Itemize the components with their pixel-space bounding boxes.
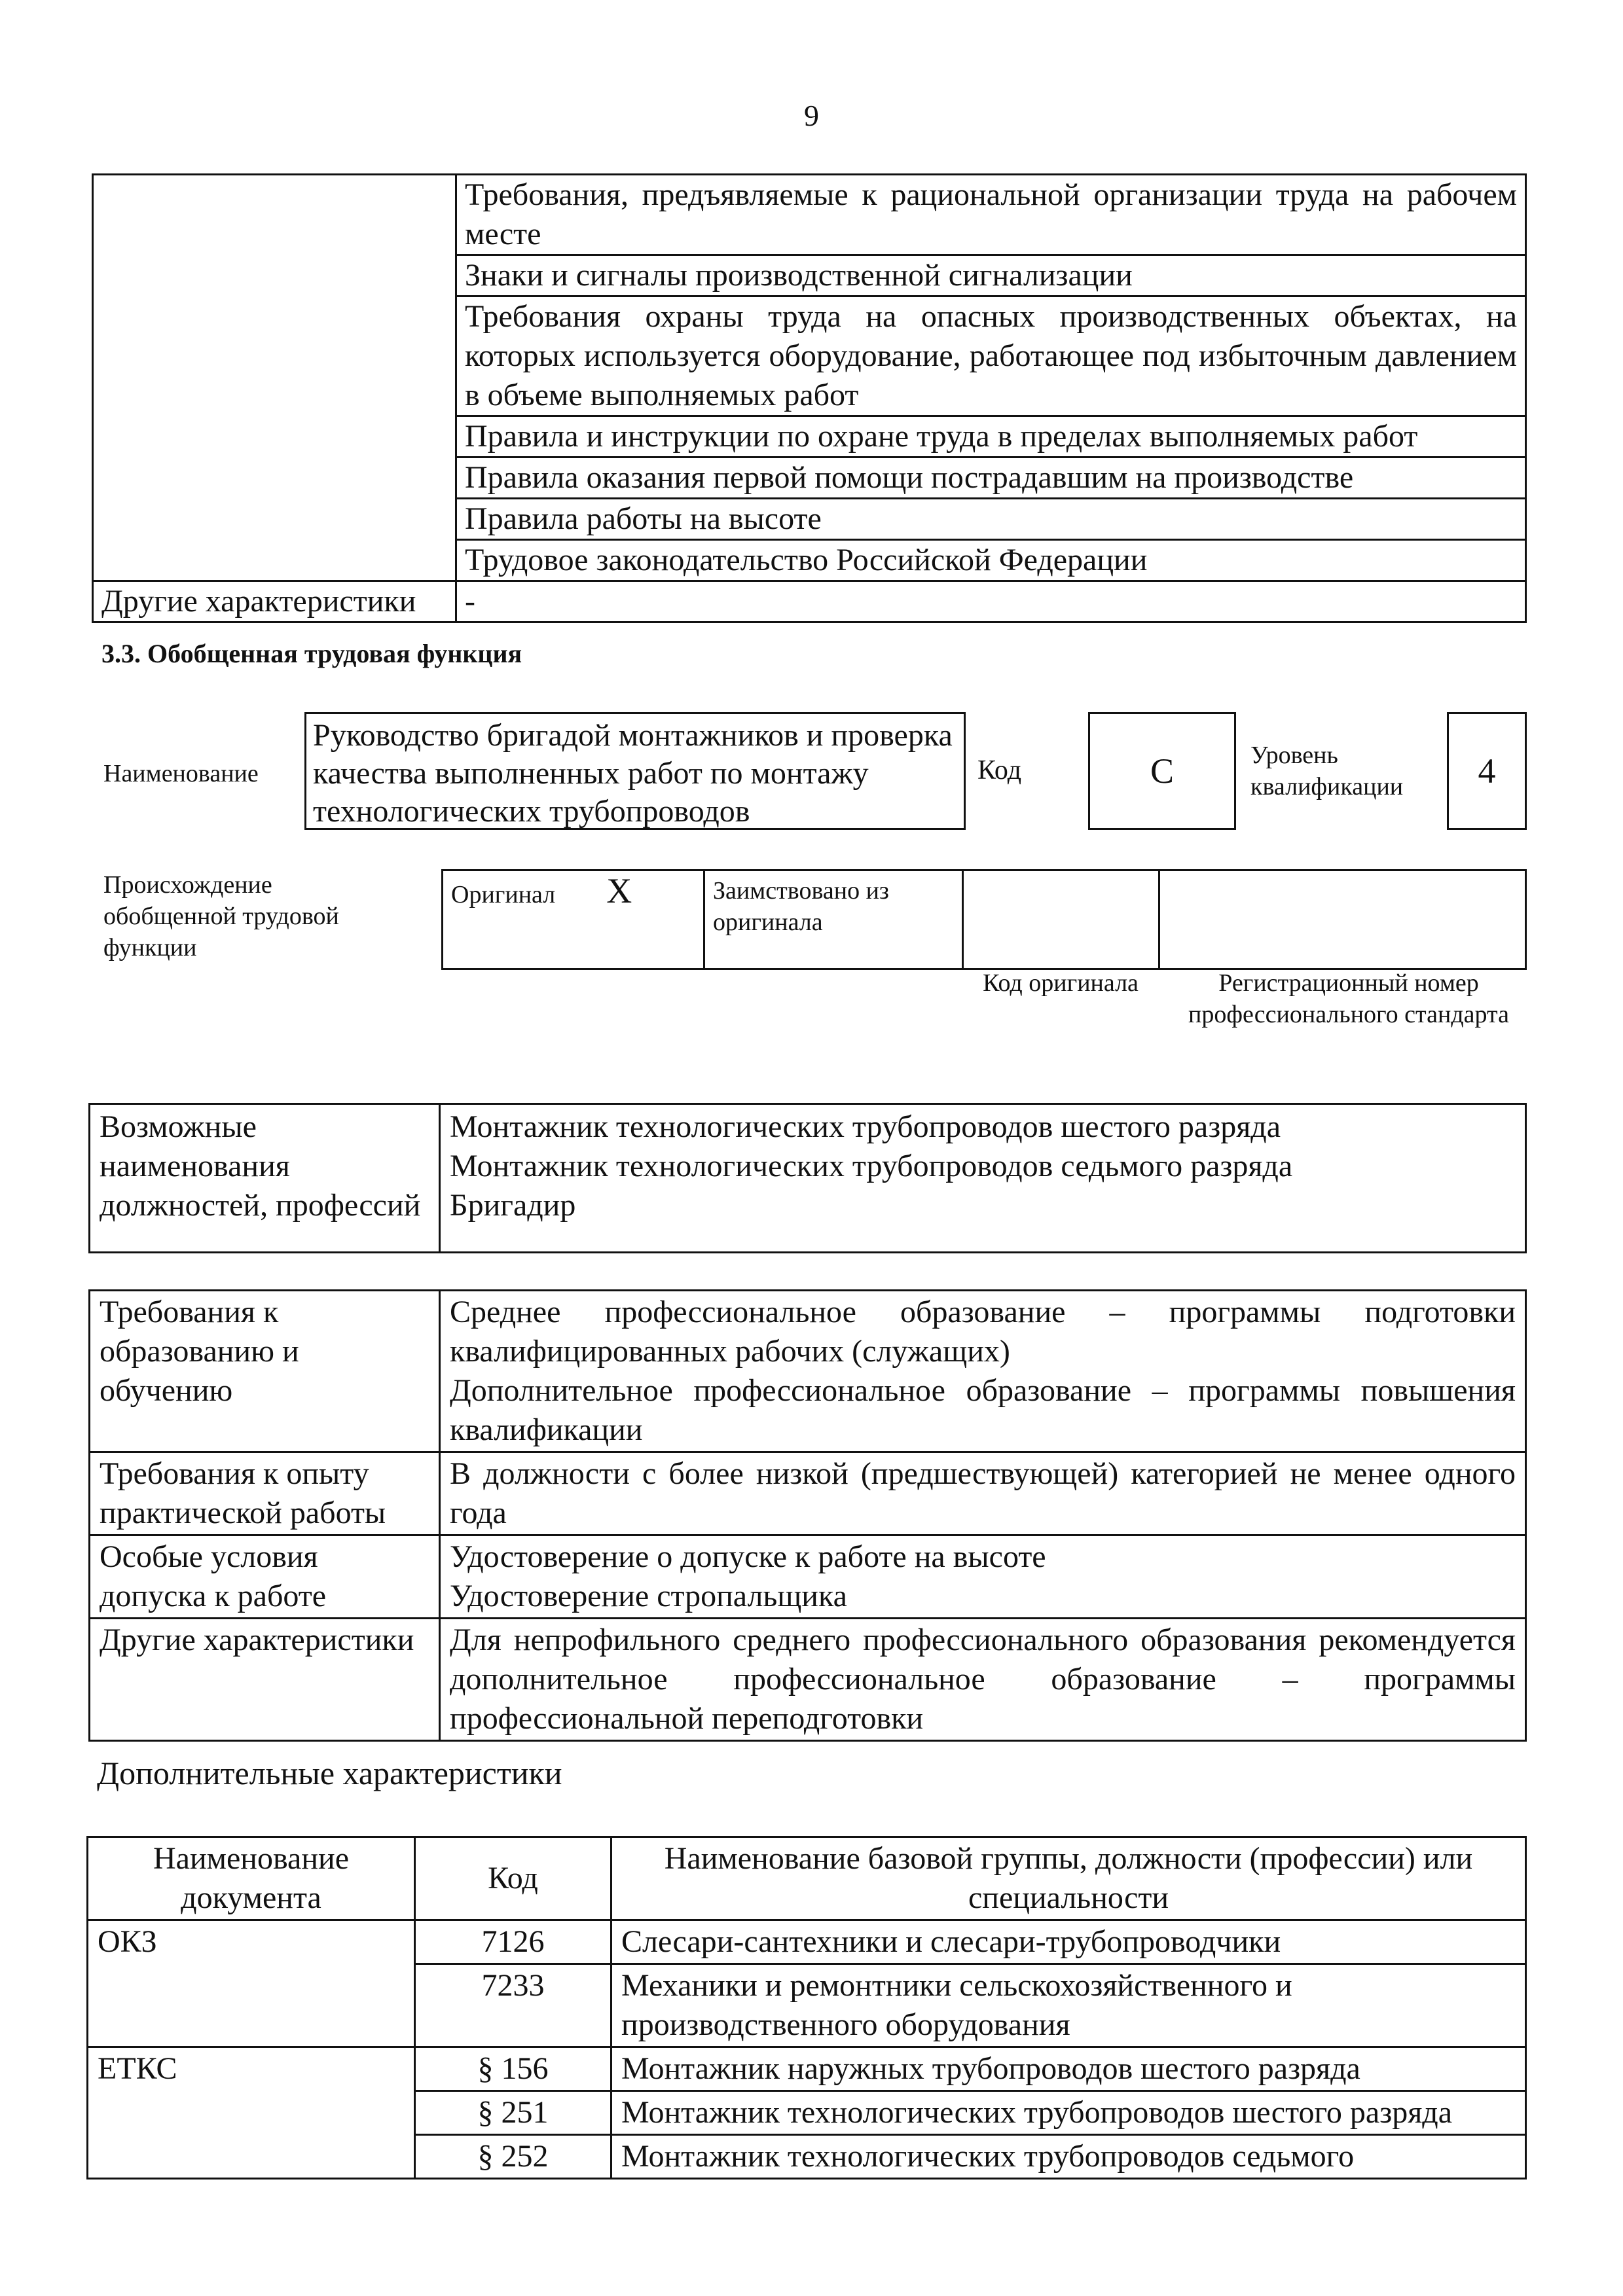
page-number: 9: [804, 99, 819, 132]
name-cell: Слесари-сантехники и слесари-трубопроводчики: [611, 1920, 1526, 1964]
origin-table: [441, 869, 1527, 970]
code-label: Код: [977, 755, 1022, 785]
knowledge-item: Требования охраны труда на опасных производственных объектах, на которых используется оборудование, работающее под избыточным давлением в объеме выполняемых работ: [456, 296, 1526, 416]
reg-number-cell: [1159, 870, 1526, 969]
knowledge-item: Правила оказания первой помощи пострадавшим на производстве: [456, 457, 1526, 499]
header-name: Наименование базовой группы, должности (профессии) или специальности: [611, 1837, 1526, 1920]
name-cell: Механики и ремонтники сельскохозяйственного и производственного оборудования: [611, 1964, 1526, 2047]
experience-label: Требования к опыту практической работы: [90, 1452, 440, 1535]
empty-cell: [88, 2091, 415, 2135]
admission-label: Особые условия допуска к работе: [90, 1535, 440, 1619]
empty-cell: [88, 1964, 415, 2047]
education-value: [440, 1291, 1526, 1452]
knowledge-item: Знаки и сигналы производственной сигнализации: [456, 255, 1526, 296]
education-label: Требования к образованию и обучению: [90, 1291, 440, 1452]
knowledge-item: Правила работы на высоте: [456, 499, 1526, 540]
other-label: Другие характеристики: [90, 1619, 440, 1741]
doc-etks: ЕТКС: [88, 2047, 415, 2091]
doc-okz: ОКЗ: [88, 1920, 415, 1964]
empty-cell: [93, 175, 456, 581]
name-label: Наименование: [103, 760, 259, 787]
code-cell: 7233: [415, 1964, 611, 2047]
name-cell: Монтажник технологических трубопроводов седьмого: [611, 2135, 1526, 2179]
extra-heading: Дополнительные характеристики: [97, 1755, 562, 1791]
knowledge-table: [92, 173, 1527, 623]
reg-number-caption: Регистрационный номер профессионального стандарта: [1188, 969, 1509, 1028]
admission-item: Удостоверение о допуске к работе на высоте: [450, 1539, 1046, 1574]
other-characteristics-label: Другие характеристики: [93, 581, 456, 622]
code-cell: § 252: [415, 2135, 611, 2179]
code-original-cell: [963, 870, 1159, 969]
function-name-box: Руководство бригадой монтажников и проверка качества выполненных работ по монтажу технологических трубопроводов: [304, 712, 966, 830]
admission-item: Удостоверение стропальщика: [450, 1579, 847, 1613]
extra-table: [86, 1836, 1527, 2179]
position-item: Монтажник технологических трубопроводов седьмого разряда: [450, 1149, 1293, 1183]
position-item: Монтажник технологических трубопроводов шестого разряда: [450, 1109, 1281, 1144]
borrowed-label: Заимствовано из оригинала: [704, 870, 963, 969]
code-cell: § 156: [415, 2047, 611, 2091]
admission-value: [440, 1535, 1526, 1619]
level-box: 4: [1447, 712, 1527, 830]
education-item: Дополнительное профессиональное образование – программы повышения квалификации: [450, 1373, 1516, 1447]
positions-list: [440, 1104, 1526, 1253]
code-cell: § 251: [415, 2091, 611, 2135]
knowledge-item: Требования, предъявляемые к рациональной организации труда на рабочем месте: [456, 175, 1526, 255]
original-label: Оригинал: [451, 881, 556, 908]
knowledge-item: Трудовое законодательство Российской Федерации: [456, 540, 1526, 581]
level-label: Уровень квалификации: [1250, 742, 1404, 800]
header-code: Код: [415, 1837, 611, 1920]
knowledge-item: Правила и инструкции по охране труда в пределах выполняемых работ: [456, 416, 1526, 457]
code-cell: 7126: [415, 1920, 611, 1964]
positions-label: Возможные наименования должностей, профессий: [90, 1104, 440, 1253]
other-characteristics-value: -: [456, 581, 1526, 622]
positions-table: [88, 1103, 1527, 1253]
position-item: Бригадир: [450, 1188, 576, 1223]
origin-label: Происхождение обобщенной трудовой функции: [103, 871, 339, 961]
requirements-table: [88, 1289, 1527, 1742]
original-cell: [443, 870, 704, 969]
section-heading: 3.3. Обобщенная трудовая функция: [101, 639, 522, 668]
original-mark: X: [606, 871, 632, 910]
name-cell: Монтажник технологических трубопроводов шестого разряда: [611, 2091, 1526, 2135]
education-item: Среднее профессиональное образование – программы подготовки квалифицированных рабочих (служащих): [450, 1295, 1516, 1369]
experience-value: В должности с более низкой (предшествующей) категорией не менее одного года: [440, 1452, 1526, 1535]
function-code-box: C: [1088, 712, 1236, 830]
name-cell: Монтажник наружных трубопроводов шестого разряда: [611, 2047, 1526, 2091]
header-doc: Наименование документа: [88, 1837, 415, 1920]
empty-cell: [88, 2135, 415, 2179]
code-original-caption: Код оригинала: [983, 969, 1139, 997]
other-value: Для непрофильного среднего профессионального образования рекомендуется дополнительное профессиональное образование – программы профессиональной переподготовки: [440, 1619, 1526, 1741]
